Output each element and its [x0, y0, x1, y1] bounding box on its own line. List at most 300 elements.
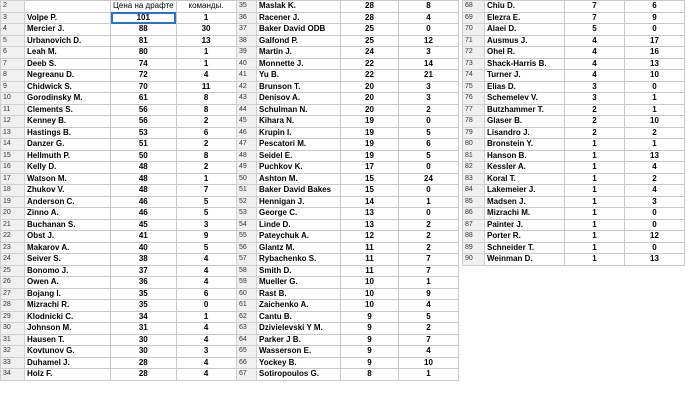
cell-draft-price[interactable]: 31 — [111, 323, 177, 335]
cell-player-name[interactable]: Monnette J. — [257, 58, 341, 70]
cell-draft-price[interactable]: 13 — [341, 219, 399, 231]
row-number[interactable]: 17 — [1, 173, 25, 185]
cell-player-name[interactable]: Chidwick S. — [25, 81, 111, 93]
cell-player-name[interactable]: Yockey B. — [257, 357, 341, 369]
cell-team-count[interactable]: 24 — [399, 173, 459, 185]
cell-draft-price[interactable]: 1 — [565, 219, 625, 231]
cell-player-name[interactable]: Seiver S. — [25, 254, 111, 266]
cell-team-count[interactable]: 21 — [399, 70, 459, 82]
cell-player-name[interactable]: Bonomo J. — [25, 265, 111, 277]
cell-team-count[interactable]: 4 — [176, 357, 236, 369]
cell-team-count[interactable]: 6 — [399, 139, 459, 151]
cell-team-count[interactable]: 4 — [399, 300, 459, 312]
cell-team-count[interactable]: 2 — [176, 116, 236, 128]
row-number[interactable]: 32 — [1, 346, 25, 358]
cell-draft-price[interactable]: 50 — [111, 150, 177, 162]
cell-team-count[interactable]: 6 — [176, 127, 236, 139]
cell-player-name[interactable]: Mizrachi R. — [25, 300, 111, 312]
row-number[interactable]: 43 — [237, 93, 257, 105]
cell-draft-price[interactable]: 10 — [341, 277, 399, 289]
cell-team-count[interactable]: 0 — [625, 242, 685, 254]
cell-team-count[interactable]: 2 — [399, 231, 459, 243]
cell-player-name[interactable]: Krupin I. — [257, 127, 341, 139]
cell-player-name[interactable]: Shack-Harris B. — [485, 58, 565, 70]
cell-team-count[interactable]: 10 — [399, 357, 459, 369]
cell-draft-price[interactable]: 17 — [341, 162, 399, 174]
cell-draft-price[interactable]: 19 — [341, 116, 399, 128]
row-number[interactable]: 62 — [237, 311, 257, 323]
row-number[interactable]: 72 — [463, 47, 485, 59]
row-number[interactable]: 55 — [237, 231, 257, 243]
row-number[interactable]: 25 — [1, 265, 25, 277]
cell-team-count[interactable]: 2 — [399, 104, 459, 116]
cell-draft-price[interactable]: 4 — [565, 35, 625, 47]
row-number[interactable]: 50 — [237, 173, 257, 185]
cell-team-count[interactable]: 4 — [399, 346, 459, 358]
cell-player-name[interactable]: Seidel E. — [257, 150, 341, 162]
row-number[interactable]: 86 — [463, 208, 485, 220]
cell-draft-price[interactable]: 1 — [565, 208, 625, 220]
cell-draft-price[interactable]: 41 — [111, 231, 177, 243]
cell-draft-price[interactable]: 9 — [341, 357, 399, 369]
row-number[interactable]: 77 — [463, 104, 485, 116]
cell-player-name[interactable]: Denisov A. — [257, 93, 341, 105]
cell-draft-price[interactable]: 46 — [111, 196, 177, 208]
row-number[interactable]: 45 — [237, 116, 257, 128]
cell-team-count[interactable]: 0 — [625, 208, 685, 220]
cell-player-name[interactable]: Parker J B. — [257, 334, 341, 346]
row-number[interactable]: 58 — [237, 265, 257, 277]
row-number[interactable]: 14 — [1, 139, 25, 151]
cell-team-count[interactable]: 9 — [176, 231, 236, 243]
cell-team-count[interactable]: 4 — [176, 323, 236, 335]
cell-team-count[interactable]: 7 — [399, 265, 459, 277]
cell-player-name[interactable]: Butzhammer T. — [485, 104, 565, 116]
row-number[interactable]: 20 — [1, 208, 25, 220]
cell-draft-price[interactable]: 48 — [111, 162, 177, 174]
cell-player-name[interactable]: Owen A. — [25, 277, 111, 289]
cell-player-name[interactable]: Puchkov K. — [257, 162, 341, 174]
cell-player-name[interactable]: Racener J. — [257, 12, 341, 24]
row-number[interactable]: 65 — [237, 346, 257, 358]
cell-team-count[interactable]: 2 — [399, 242, 459, 254]
row-number[interactable]: 82 — [463, 162, 485, 174]
cell-player-name[interactable]: Chiu D. — [485, 1, 565, 13]
cell-player-name[interactable]: Linde D. — [257, 219, 341, 231]
cell-team-count[interactable]: 0 — [625, 81, 685, 93]
row-number[interactable]: 63 — [237, 323, 257, 335]
cell-team-count[interactable]: 0 — [399, 208, 459, 220]
row-number[interactable]: 57 — [237, 254, 257, 266]
cell-player-name[interactable]: Bronstein Y. — [485, 139, 565, 151]
cell-draft-price[interactable]: 48 — [111, 185, 177, 197]
row-number[interactable]: 69 — [463, 12, 485, 24]
cell-draft-price[interactable]: 74 — [111, 58, 177, 70]
cell-player-name[interactable]: Obst J. — [25, 231, 111, 243]
cell-draft-price[interactable]: 19 — [341, 127, 399, 139]
cell-draft-price[interactable]: 3 — [565, 81, 625, 93]
cell-player-name[interactable]: Ausmus J. — [485, 35, 565, 47]
cell-team-count[interactable]: 14 — [399, 58, 459, 70]
cell-team-count[interactable]: 1 — [625, 93, 685, 105]
row-number[interactable]: 41 — [237, 70, 257, 82]
cell-draft-price[interactable]: 14 — [341, 196, 399, 208]
row-number[interactable]: 78 — [463, 116, 485, 128]
cell-team-count[interactable]: 4 — [625, 185, 685, 197]
cell-draft-price[interactable]: 72 — [111, 70, 177, 82]
cell-draft-price[interactable]: 80 — [111, 47, 177, 59]
cell-draft-price[interactable]: 1 — [565, 231, 625, 243]
cell-draft-price[interactable]: 10 — [341, 288, 399, 300]
row-number[interactable]: 53 — [237, 208, 257, 220]
cell-draft-price[interactable]: 35 — [111, 288, 177, 300]
cell-player-name[interactable]: Kessler A. — [485, 162, 565, 174]
cell-team-count[interactable]: 4 — [399, 12, 459, 24]
cell-draft-price[interactable]: 19 — [341, 150, 399, 162]
row-number[interactable]: 33 — [1, 357, 25, 369]
cell-team-count[interactable]: 2 — [399, 219, 459, 231]
row-number[interactable]: 39 — [237, 47, 257, 59]
cell-draft-price[interactable]: 11 — [341, 265, 399, 277]
cell-draft-price[interactable]: 56 — [111, 104, 177, 116]
cell-team-count[interactable]: 7 — [176, 185, 236, 197]
cell-draft-price[interactable]: 9 — [341, 311, 399, 323]
cell-team-count[interactable]: 7 — [399, 334, 459, 346]
cell-team-count[interactable]: 4 — [176, 254, 236, 266]
cell-draft-price[interactable]: 7 — [565, 1, 625, 13]
cell-player-name[interactable]: Rybachenko S. — [257, 254, 341, 266]
cell-player-name[interactable]: Yu B. — [257, 70, 341, 82]
cell-draft-price[interactable]: 15 — [341, 173, 399, 185]
cell-player-name[interactable]: Pateychuk A. — [257, 231, 341, 243]
cell-player-name[interactable]: Kelly D. — [25, 162, 111, 174]
cell-team-count[interactable]: 8 — [399, 1, 459, 13]
cell-player-name[interactable]: Volpe P. — [25, 12, 111, 24]
cell-team-count[interactable]: 3 — [176, 219, 236, 231]
cell-draft-price[interactable]: 7 — [565, 12, 625, 24]
row-number[interactable]: 70 — [463, 24, 485, 36]
row-number[interactable]: 8 — [1, 70, 25, 82]
cell-draft-price[interactable]: 30 — [111, 346, 177, 358]
row-number[interactable]: 87 — [463, 219, 485, 231]
cell-player-name[interactable]: Bojang I. — [25, 288, 111, 300]
row-number[interactable]: 49 — [237, 162, 257, 174]
cell-draft-price[interactable]: 13 — [341, 208, 399, 220]
cell-player-name[interactable]: Dzivielevski Y M. — [257, 323, 341, 335]
cell-player-name[interactable]: Galfond P. — [257, 35, 341, 47]
cell-team-count[interactable]: 6 — [176, 288, 236, 300]
cell-player-name[interactable]: Kovtunov G. — [25, 346, 111, 358]
cell-draft-price[interactable]: 1 — [565, 162, 625, 174]
cell-draft-price[interactable]: 30 — [111, 334, 177, 346]
row-number[interactable]: 19 — [1, 196, 25, 208]
cell-draft-price[interactable]: 20 — [341, 93, 399, 105]
cell-player-name[interactable]: Makarov A. — [25, 242, 111, 254]
cell-draft-price[interactable]: 35 — [111, 300, 177, 312]
cell-draft-price[interactable]: 20 — [341, 104, 399, 116]
cell-player-name[interactable]: Ashton M. — [257, 173, 341, 185]
header-cell-price[interactable]: Цена на драфте — [111, 1, 177, 13]
cell-player-name[interactable]: Johnson M. — [25, 323, 111, 335]
cell-player-name[interactable]: Lisandro J. — [485, 127, 565, 139]
cell-draft-price[interactable]: 28 — [111, 357, 177, 369]
row-number[interactable]: 85 — [463, 196, 485, 208]
row-number[interactable]: 61 — [237, 300, 257, 312]
cell-team-count[interactable]: 17 — [625, 35, 685, 47]
cell-player-name[interactable]: Cantu B. — [257, 311, 341, 323]
cell-player-name[interactable]: Kenney B. — [25, 116, 111, 128]
cell-player-name[interactable]: Baker David Bakes — [257, 185, 341, 197]
cell-draft-price[interactable]: 5 — [565, 24, 625, 36]
cell-team-count[interactable]: 4 — [176, 70, 236, 82]
cell-player-name[interactable]: Danzer G. — [25, 139, 111, 151]
row-number[interactable]: 16 — [1, 162, 25, 174]
cell-draft-price[interactable]: 48 — [111, 173, 177, 185]
cell-team-count[interactable]: 1 — [399, 277, 459, 289]
cell-draft-price[interactable]: 37 — [111, 265, 177, 277]
cell-draft-price[interactable]: 1 — [565, 196, 625, 208]
row-number[interactable]: 15 — [1, 150, 25, 162]
cell-draft-price[interactable]: 101 — [111, 12, 177, 24]
row-number[interactable]: 80 — [463, 139, 485, 151]
cell-draft-price[interactable]: 9 — [341, 334, 399, 346]
cell-draft-price[interactable]: 24 — [341, 47, 399, 59]
cell-draft-price[interactable]: 81 — [111, 35, 177, 47]
cell-player-name[interactable]: Wasserson E. — [257, 346, 341, 358]
cell-team-count[interactable]: 9 — [399, 288, 459, 300]
row-number[interactable]: 24 — [1, 254, 25, 266]
row-number[interactable]: 13 — [1, 127, 25, 139]
cell-team-count[interactable]: 30 — [176, 24, 236, 36]
cell-team-count[interactable]: 3 — [399, 81, 459, 93]
cell-team-count[interactable]: 13 — [625, 254, 685, 266]
cell-player-name[interactable]: Turner J. — [485, 70, 565, 82]
cell-team-count[interactable]: 8 — [176, 104, 236, 116]
row-number[interactable]: 76 — [463, 93, 485, 105]
row-number[interactable]: 18 — [1, 185, 25, 197]
cell-player-name[interactable]: Klodnicki C. — [25, 311, 111, 323]
row-number[interactable]: 88 — [463, 231, 485, 243]
cell-team-count[interactable]: 3 — [625, 196, 685, 208]
cell-team-count[interactable]: 1 — [625, 139, 685, 151]
cell-team-count[interactable]: 13 — [625, 150, 685, 162]
cell-player-name[interactable]: Madsen J. — [485, 196, 565, 208]
row-number[interactable]: 30 — [1, 323, 25, 335]
row-number[interactable]: 42 — [237, 81, 257, 93]
cell-team-count[interactable]: 5 — [176, 196, 236, 208]
cell-draft-price[interactable]: 1 — [565, 150, 625, 162]
cell-team-count[interactable]: 5 — [399, 311, 459, 323]
cell-draft-price[interactable]: 61 — [111, 93, 177, 105]
cell-draft-price[interactable]: 9 — [341, 346, 399, 358]
row-number[interactable]: 90 — [463, 254, 485, 266]
row-number[interactable]: 52 — [237, 196, 257, 208]
row-number[interactable]: 31 — [1, 334, 25, 346]
row-number[interactable]: 6 — [1, 47, 25, 59]
row-number[interactable]: 35 — [237, 1, 257, 13]
row-number[interactable]: 83 — [463, 173, 485, 185]
cell-player-name[interactable]: Holz F. — [25, 369, 111, 381]
cell-team-count[interactable]: 2 — [625, 173, 685, 185]
cell-player-name[interactable]: Schneider T. — [485, 242, 565, 254]
cell-team-count[interactable]: 8 — [176, 93, 236, 105]
cell-player-name[interactable]: Mueller G. — [257, 277, 341, 289]
row-number[interactable]: 66 — [237, 357, 257, 369]
cell-player-name[interactable]: Painter J. — [485, 219, 565, 231]
cell-player-name[interactable]: Koral T. — [485, 173, 565, 185]
cell-team-count[interactable]: 1 — [176, 47, 236, 59]
row-number[interactable]: 48 — [237, 150, 257, 162]
cell-player-name[interactable]: Watson M. — [25, 173, 111, 185]
cell-player-name[interactable]: Glantz M. — [257, 242, 341, 254]
cell-player-name[interactable]: Urbanovich D. — [25, 35, 111, 47]
cell-team-count[interactable]: 12 — [399, 35, 459, 47]
cell-team-count[interactable]: 2 — [399, 323, 459, 335]
cell-team-count[interactable]: 8 — [176, 150, 236, 162]
row-number[interactable]: 7 — [1, 58, 25, 70]
cell-player-name[interactable]: Maslak K. — [257, 1, 341, 13]
cell-draft-price[interactable]: 20 — [341, 81, 399, 93]
cell-team-count[interactable]: 4 — [625, 162, 685, 174]
row-number[interactable]: 40 — [237, 58, 257, 70]
cell-draft-price[interactable]: 1 — [565, 185, 625, 197]
cell-team-count[interactable]: 1 — [625, 104, 685, 116]
cell-draft-price[interactable]: 56 — [111, 116, 177, 128]
cell-draft-price[interactable]: 46 — [111, 208, 177, 220]
cell-team-count[interactable]: 1 — [399, 369, 459, 381]
cell-team-count[interactable]: 1 — [176, 311, 236, 323]
cell-player-name[interactable]: Zinno A. — [25, 208, 111, 220]
cell-player-name[interactable]: Anderson C. — [25, 196, 111, 208]
cell-team-count[interactable]: 2 — [176, 162, 236, 174]
cell-player-name[interactable]: Hastings B. — [25, 127, 111, 139]
cell-player-name[interactable]: Elias D. — [485, 81, 565, 93]
cell-team-count[interactable]: 1 — [176, 12, 236, 24]
cell-draft-price[interactable]: 36 — [111, 277, 177, 289]
cell-draft-price[interactable]: 9 — [341, 323, 399, 335]
row-number[interactable]: 79 — [463, 127, 485, 139]
row-number[interactable]: 28 — [1, 300, 25, 312]
cell-player-name[interactable]: Porter R. — [485, 231, 565, 243]
row-number[interactable]: 74 — [463, 70, 485, 82]
cell-draft-price[interactable]: 28 — [341, 12, 399, 24]
cell-team-count[interactable]: 0 — [625, 219, 685, 231]
cell-player-name[interactable]: Martin J. — [257, 47, 341, 59]
cell-team-count[interactable]: 0 — [399, 116, 459, 128]
cell-draft-price[interactable]: 2 — [565, 127, 625, 139]
row-number[interactable]: 27 — [1, 288, 25, 300]
row-number[interactable]: 64 — [237, 334, 257, 346]
row-number[interactable]: 11 — [1, 104, 25, 116]
row-number[interactable]: 23 — [1, 242, 25, 254]
cell-draft-price[interactable]: 22 — [341, 70, 399, 82]
row-number[interactable]: 54 — [237, 219, 257, 231]
row-number[interactable]: 4 — [1, 24, 25, 36]
cell-player-name[interactable]: Elezra E. — [485, 12, 565, 24]
cell-player-name[interactable]: Schemelev V. — [485, 93, 565, 105]
cell-player-name[interactable]: Lakemeier J. — [485, 185, 565, 197]
cell-player-name[interactable]: Smith D. — [257, 265, 341, 277]
cell-draft-price[interactable]: 40 — [111, 242, 177, 254]
cell-draft-price[interactable]: 1 — [565, 254, 625, 266]
cell-player-name[interactable]: Glaser B. — [485, 116, 565, 128]
cell-team-count[interactable]: 0 — [399, 185, 459, 197]
cell-team-count[interactable]: 13 — [625, 58, 685, 70]
cell-team-count[interactable]: 1 — [176, 58, 236, 70]
cell-draft-price[interactable]: 22 — [341, 58, 399, 70]
cell-player-name[interactable]: Sotiropoulos G. — [257, 369, 341, 381]
row-number[interactable]: 12 — [1, 116, 25, 128]
cell-player-name[interactable]: Clements S. — [25, 104, 111, 116]
cell-team-count[interactable]: 10 — [625, 116, 685, 128]
cell-draft-price[interactable]: 51 — [111, 139, 177, 151]
cell-draft-price[interactable]: 4 — [565, 58, 625, 70]
cell-draft-price[interactable]: 25 — [341, 35, 399, 47]
cell-draft-price[interactable]: 8 — [341, 369, 399, 381]
cell-player-name[interactable]: Alaei D. — [485, 24, 565, 36]
cell-draft-price[interactable]: 1 — [565, 139, 625, 151]
cell-draft-price[interactable]: 11 — [341, 254, 399, 266]
cell-team-count[interactable]: 13 — [176, 35, 236, 47]
cell-team-count[interactable]: 1 — [399, 196, 459, 208]
row-number[interactable]: 84 — [463, 185, 485, 197]
header-cell-team[interactable]: команды. — [176, 1, 236, 13]
cell-team-count[interactable]: 5 — [176, 242, 236, 254]
cell-team-count[interactable]: 10 — [625, 70, 685, 82]
cell-draft-price[interactable]: 34 — [111, 311, 177, 323]
cell-player-name[interactable]: Deeb S. — [25, 58, 111, 70]
row-number[interactable]: 73 — [463, 58, 485, 70]
cell-player-name[interactable]: George C. — [257, 208, 341, 220]
cell-team-count[interactable]: 5 — [399, 127, 459, 139]
cell-player-name[interactable]: Zaichenko A. — [257, 300, 341, 312]
cell-player-name[interactable]: Buchanan S. — [25, 219, 111, 231]
row-number[interactable]: 59 — [237, 277, 257, 289]
cell-team-count[interactable]: 5 — [399, 150, 459, 162]
row-number[interactable]: 56 — [237, 242, 257, 254]
cell-team-count[interactable]: 6 — [625, 1, 685, 13]
cell-player-name[interactable]: Mercier J. — [25, 24, 111, 36]
cell-player-name[interactable]: Hanson B. — [485, 150, 565, 162]
cell-draft-price[interactable]: 38 — [111, 254, 177, 266]
cell-draft-price[interactable]: 4 — [565, 47, 625, 59]
cell-team-count[interactable]: 0 — [176, 300, 236, 312]
cell-team-count[interactable]: 2 — [176, 139, 236, 151]
cell-player-name[interactable]: Leah M. — [25, 47, 111, 59]
row-number[interactable]: 38 — [237, 35, 257, 47]
cell-player-name[interactable]: Brunson T. — [257, 81, 341, 93]
row-number[interactable]: 75 — [463, 81, 485, 93]
cell-team-count[interactable]: 4 — [176, 265, 236, 277]
row-number[interactable]: 10 — [1, 93, 25, 105]
cell-draft-price[interactable]: 19 — [341, 139, 399, 151]
cell-player-name[interactable]: Baker David ODB — [257, 24, 341, 36]
cell-team-count[interactable]: 0 — [399, 162, 459, 174]
cell-draft-price[interactable]: 3 — [565, 93, 625, 105]
row-number[interactable]: 37 — [237, 24, 257, 36]
cell-team-count[interactable]: 5 — [176, 208, 236, 220]
cell-draft-price[interactable]: 53 — [111, 127, 177, 139]
cell-draft-price[interactable]: 28 — [111, 369, 177, 381]
row-number[interactable]: 22 — [1, 231, 25, 243]
cell-player-name[interactable]: Zhukov V. — [25, 185, 111, 197]
cell-draft-price[interactable]: 88 — [111, 24, 177, 36]
row-number[interactable]: 36 — [237, 12, 257, 24]
cell-draft-price[interactable]: 11 — [341, 242, 399, 254]
cell-player-name[interactable]: Duhamel J. — [25, 357, 111, 369]
cell-draft-price[interactable]: 4 — [565, 70, 625, 82]
cell-draft-price[interactable]: 28 — [341, 1, 399, 13]
